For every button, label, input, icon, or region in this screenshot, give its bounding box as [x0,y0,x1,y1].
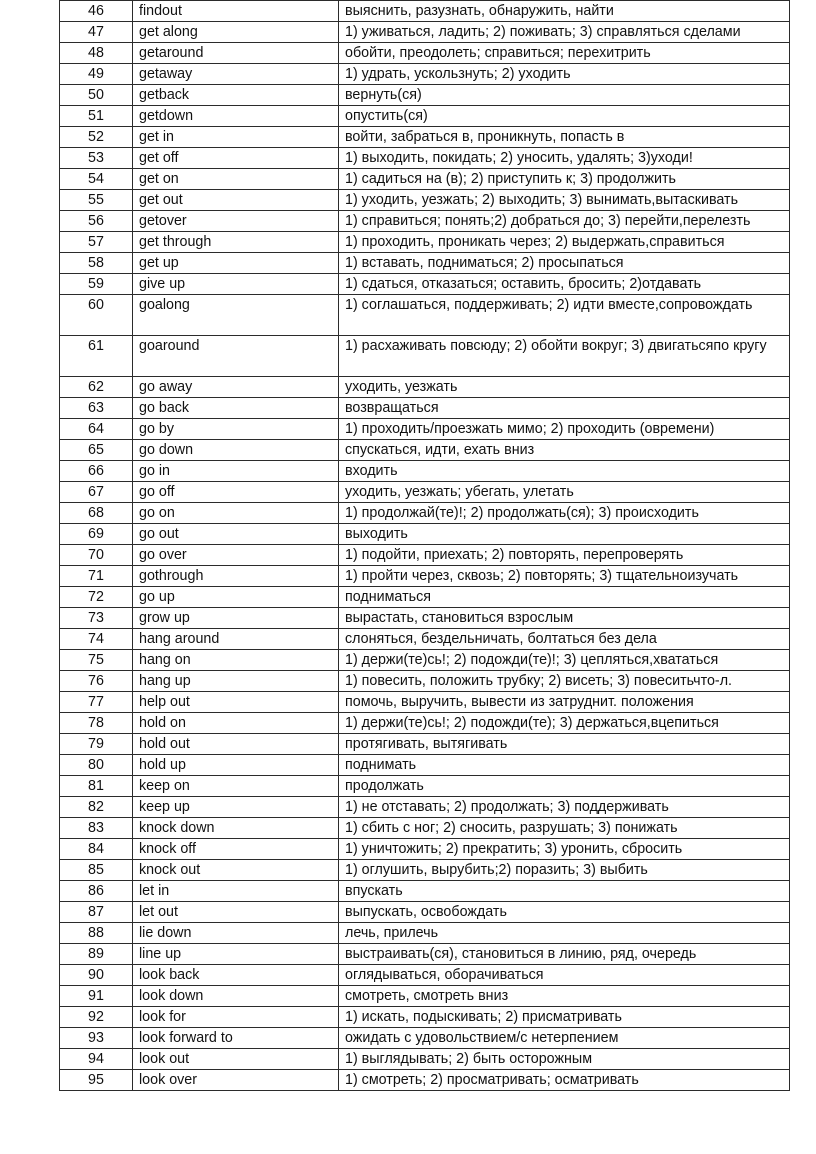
phrasal-verb: hang up [133,671,339,692]
table-row [60,274,790,295]
row-number: 47 [60,22,133,43]
row-number: 52 [60,127,133,148]
phrasal-verb: hold out [133,734,339,755]
phrasal-verb: go in [133,461,339,482]
translation: опустить(ся) [339,106,790,127]
table-row [60,1007,790,1028]
phrasal-verb: go back [133,398,339,419]
phrasal-verb: line up [133,944,339,965]
table-row [60,629,790,650]
row-number: 73 [60,608,133,629]
row-number: 49 [60,64,133,85]
row-number: 94 [60,1049,133,1070]
table-row [60,965,790,986]
row-number: 48 [60,43,133,64]
translation: спускаться, идти, ехать вниз [339,440,790,461]
phrasal-verb: hold up [133,755,339,776]
translation: 1) выходить, покидать; 2) уносить, удалять; 3)уходи! [339,148,790,169]
table-row [60,43,790,64]
row-number: 60 [60,295,133,336]
translation: уходить, уезжать [339,377,790,398]
table-row [60,419,790,440]
phrasal-verb: findout [133,1,339,22]
translation: 1) выглядывать; 2) быть осторожным [339,1049,790,1070]
table-row [60,839,790,860]
table-row [60,148,790,169]
translation: 1) соглашаться, поддерживать; 2) идти вместе,сопровождать [339,295,790,336]
row-number: 58 [60,253,133,274]
table-row [60,755,790,776]
translation: 1) подойти, приехать; 2) повторять, перепроверять [339,545,790,566]
translation: 1) удрать, ускользнуть; 2) уходить [339,64,790,85]
table-row [60,64,790,85]
phrasal-verb: look down [133,986,339,1007]
translation: 1) продолжай(те)!; 2) продолжать(ся); 3) происходить [339,503,790,524]
phrasal-verb: look forward to [133,1028,339,1049]
translation: 1) не отставать; 2) продолжать; 3) поддерживать [339,797,790,818]
phrasal-verb: getover [133,211,339,232]
table-row [60,524,790,545]
row-number: 56 [60,211,133,232]
translation: впускать [339,881,790,902]
translation: 1) держи(те)сь!; 2) подожди(те)!; 3) цепляться,хвататься [339,650,790,671]
table-row [60,797,790,818]
translation: оглядываться, оборачиваться [339,965,790,986]
phrasal-verb: hang on [133,650,339,671]
phrasal-verb: get up [133,253,339,274]
table-row [60,482,790,503]
translation: 1) смотреть; 2) просматривать; осматривать [339,1070,790,1091]
row-number: 88 [60,923,133,944]
table-row [60,295,790,336]
translation: выходить [339,524,790,545]
phrasal-verb: look back [133,965,339,986]
phrasal-verb: go away [133,377,339,398]
phrasal-verb: look out [133,1049,339,1070]
translation: уходить, уезжать; убегать, улетать [339,482,790,503]
translation: слоняться, бездельничать, болтаться без дела [339,629,790,650]
phrasal-verb: keep up [133,797,339,818]
translation: 1) уживаться, ладить; 2) поживать; 3) справляться сделами [339,22,790,43]
table-row [60,860,790,881]
row-number: 71 [60,566,133,587]
phrasal-verb: go out [133,524,339,545]
row-number: 90 [60,965,133,986]
translation: 1) расхаживать повсюду; 2) обойти вокруг; 3) двигатьсяпо кругу [339,336,790,377]
row-number: 61 [60,336,133,377]
table-row [60,211,790,232]
table-row [60,253,790,274]
phrasal-verb: get out [133,190,339,211]
phrasal-verb: getaway [133,64,339,85]
row-number: 70 [60,545,133,566]
phrasal-verb: go by [133,419,339,440]
translation: выстраивать(ся), становиться в линию, ряд, очередь [339,944,790,965]
table-row [60,671,790,692]
phrasal-verb: getaround [133,43,339,64]
row-number: 57 [60,232,133,253]
table-row [60,377,790,398]
translation: 1) уничтожить; 2) прекратить; 3) уронить, сбросить [339,839,790,860]
phrasal-verb: knock down [133,818,339,839]
table-row [60,545,790,566]
phrasal-verb: getback [133,85,339,106]
translation: 1) держи(те)сь!; 2) подожди(те); 3) держаться,вцепиться [339,713,790,734]
row-number: 89 [60,944,133,965]
translation: 1) оглушить, вырубить;2) поразить; 3) выбить [339,860,790,881]
translation: смотреть, смотреть вниз [339,986,790,1007]
table-row [60,608,790,629]
phrasal-verb: lie down [133,923,339,944]
table-row [60,881,790,902]
translation: входить [339,461,790,482]
translation: продолжать [339,776,790,797]
phrasal-verb: give up [133,274,339,295]
phrasal-verb: hang around [133,629,339,650]
row-number: 95 [60,1070,133,1091]
phrasal-verb: go down [133,440,339,461]
row-number: 79 [60,734,133,755]
table-row [60,22,790,43]
row-number: 81 [60,776,133,797]
translation: 1) уходить, уезжать; 2) выходить; 3) вынимать,вытаскивать [339,190,790,211]
phrasal-verb: help out [133,692,339,713]
phrasal-verb: go off [133,482,339,503]
row-number: 50 [60,85,133,106]
translation: 1) справиться; понять;2) добраться до; 3) перейти,перелезть [339,211,790,232]
row-number: 93 [60,1028,133,1049]
translation: 1) проходить, проникать через; 2) выдержать,справиться [339,232,790,253]
row-number: 65 [60,440,133,461]
row-number: 53 [60,148,133,169]
row-number: 85 [60,860,133,881]
phrasal-verb: go on [133,503,339,524]
row-number: 76 [60,671,133,692]
table-row [60,1070,790,1091]
row-number: 62 [60,377,133,398]
table-row [60,503,790,524]
row-number: 83 [60,818,133,839]
row-number: 63 [60,398,133,419]
row-number: 75 [60,650,133,671]
row-number: 86 [60,881,133,902]
row-number: 87 [60,902,133,923]
translation: протягивать, вытягивать [339,734,790,755]
table-row [60,461,790,482]
translation: обойти, преодолеть; справиться; перехитрить [339,43,790,64]
phrasal-verb: get in [133,127,339,148]
table-row [60,818,790,839]
phrasal-verb: gothrough [133,566,339,587]
translation: выпускать, освобождать [339,902,790,923]
translation: поднимать [339,755,790,776]
phrasal-verb: get on [133,169,339,190]
row-number: 64 [60,419,133,440]
phrasal-verb: look for [133,1007,339,1028]
phrasal-verb: look over [133,1070,339,1091]
phrasal-verb: goalong [133,295,339,336]
row-number: 66 [60,461,133,482]
phrasal-verb: get through [133,232,339,253]
translation: 1) пройти через, сквозь; 2) повторять; 3) тщательноизучать [339,566,790,587]
translation: выяснить, разузнать, обнаружить, найти [339,1,790,22]
table-row [60,232,790,253]
phrasal-verb: go up [133,587,339,608]
translation: 1) вставать, подниматься; 2) просыпаться [339,253,790,274]
table-row [60,1,790,22]
table-row [60,902,790,923]
translation: 1) садиться на (в); 2) приступить к; 3) продолжить [339,169,790,190]
row-number: 77 [60,692,133,713]
translation: вернуть(ся) [339,85,790,106]
translation: 1) повесить, положить трубку; 2) висеть; 3) повеситьчто-л. [339,671,790,692]
phrasal-verb: let in [133,881,339,902]
table-row [60,566,790,587]
table-row [60,1049,790,1070]
table-row [60,398,790,419]
row-number: 55 [60,190,133,211]
phrasal-verb: grow up [133,608,339,629]
row-number: 69 [60,524,133,545]
phrasal-verb: go over [133,545,339,566]
table-row [60,106,790,127]
table-row [60,336,790,377]
table-row [60,190,790,211]
row-number: 51 [60,106,133,127]
translation: войти, забраться в, проникнуть, попасть в [339,127,790,148]
translation: вырастать, становиться взрослым [339,608,790,629]
table-row [60,85,790,106]
translation: 1) сдаться, отказаться; оставить, бросить; 2)отдавать [339,274,790,295]
phrasal-verb: get along [133,22,339,43]
translation: подниматься [339,587,790,608]
table-row [60,650,790,671]
row-number: 46 [60,1,133,22]
translation: 1) сбить с ног; 2) сносить, разрушать; 3) понижать [339,818,790,839]
table-row [60,127,790,148]
row-number: 92 [60,1007,133,1028]
row-number: 84 [60,839,133,860]
table-row [60,923,790,944]
row-number: 74 [60,629,133,650]
phrasal-verb: knock off [133,839,339,860]
table-body [60,1,790,1091]
row-number: 91 [60,986,133,1007]
translation: возвращаться [339,398,790,419]
row-number: 67 [60,482,133,503]
table-row [60,440,790,461]
table-row [60,734,790,755]
row-number: 80 [60,755,133,776]
translation: 1) проходить/проезжать мимо; 2) проходить (овремени) [339,419,790,440]
row-number: 78 [60,713,133,734]
table-row [60,1028,790,1049]
row-number: 59 [60,274,133,295]
phrasal-verb: knock out [133,860,339,881]
table-row [60,587,790,608]
translation: помочь, выручить, вывести из затруднит. положения [339,692,790,713]
phrasal-verb: goaround [133,336,339,377]
row-number: 68 [60,503,133,524]
table-row [60,169,790,190]
translation: ожидать с удовольствием/с нетерпением [339,1028,790,1049]
row-number: 72 [60,587,133,608]
phrasal-verb: get off [133,148,339,169]
phrasal-verb: keep on [133,776,339,797]
translation: лечь, прилечь [339,923,790,944]
table-row [60,776,790,797]
table-row [60,944,790,965]
phrasal-verb: hold on [133,713,339,734]
translation: 1) искать, подыскивать; 2) присматривать [339,1007,790,1028]
phrasal-verb: let out [133,902,339,923]
table-row [60,692,790,713]
phrasal-verb: getdown [133,106,339,127]
table-row [60,986,790,1007]
table-row [60,713,790,734]
row-number: 54 [60,169,133,190]
phrasal-verbs-table [59,0,790,1091]
row-number: 82 [60,797,133,818]
